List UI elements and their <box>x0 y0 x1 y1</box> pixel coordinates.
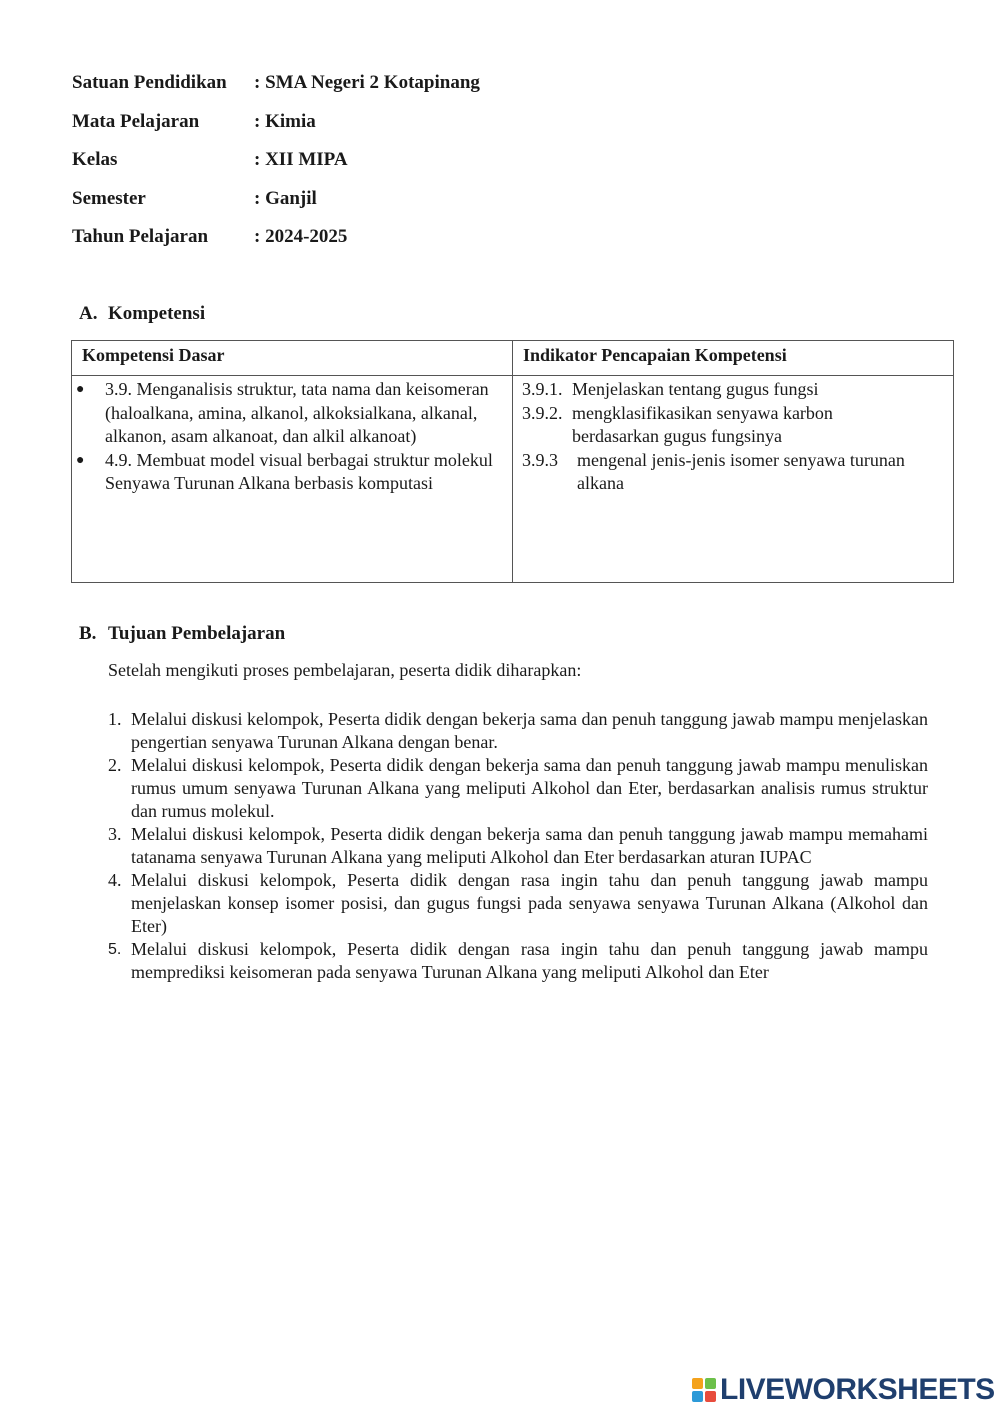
info-label: Kelas <box>72 149 118 170</box>
indikator-number: 3.9.3 <box>522 449 558 470</box>
item-text: Melalui diskusi kelompok, Peserta didik dengan bekerja sama dan penuh tanggung jawab mampu memahami tatanama senyawa Turunan Alkana yang meliputi Alkohol dan Eter berdasarkan aturan IUPAC <box>131 824 928 867</box>
item-text: Melalui diskusi kelompok, Peserta didik dengan bekerja sama dan penuh tanggung jawab mampu menuliskan rumus umum senyawa Turunan Alkana yang meliputi Alkohol dan Eter, berdasarkan analisis rumus struktur dan rumus molekul. <box>131 755 928 821</box>
liveworksheets-logo-icon <box>692 1378 716 1402</box>
list-item <box>72 449 512 496</box>
list-item <box>522 378 953 402</box>
table-header-row <box>72 341 954 376</box>
logo-square <box>692 1378 703 1389</box>
logo-square <box>692 1391 703 1402</box>
section-letter: B. <box>79 623 97 644</box>
logo-square <box>705 1391 716 1402</box>
item-text: Melalui diskusi kelompok, Peserta didik dengan bekerja sama dan penuh tanggung jawab mampu menjelaskan pengertian senyawa Turunan Alkana dengan benar. <box>131 709 928 752</box>
list-item <box>72 378 512 449</box>
indikator-number: 3.9.2. <box>522 402 563 423</box>
info-label: Mata Pelajaran <box>72 111 200 132</box>
liveworksheets-brand[interactable] <box>692 1374 995 1406</box>
brand-text: LIVEWORKSHEETS <box>720 1373 995 1406</box>
info-label: Semester <box>72 188 146 209</box>
bullet-icon: ● <box>76 382 85 397</box>
info-value: : Ganjil <box>254 188 317 209</box>
indikator-text: mengenal jenis-jenis isomer senyawa turunan alkana <box>577 449 905 493</box>
item-number: 1. <box>108 709 122 729</box>
table-row <box>72 376 954 583</box>
section-a-heading <box>79 303 205 325</box>
section-b-heading <box>79 623 285 645</box>
section-title: Tujuan Pembelajaran <box>108 623 286 644</box>
indikator-list <box>513 376 953 496</box>
tujuan-list <box>108 708 928 984</box>
table-header-kompetensi-dasar: Kompetensi Dasar <box>72 341 513 376</box>
tujuan-intro: Setelah mengikuti proses pembelajaran, peserta didik diharapkan: <box>108 660 582 680</box>
item-number: 2. <box>108 755 122 775</box>
kompetensi-dasar-cell <box>72 376 513 583</box>
indikator-number: 3.9.1. <box>522 379 563 399</box>
info-label: Tahun Pelajaran <box>72 226 209 247</box>
bullet-icon: ● <box>76 452 85 468</box>
item-number: 5. <box>108 941 122 958</box>
table-header-indikator: Indikator Pencapaian Kompetensi <box>513 341 954 376</box>
list-item <box>108 823 928 869</box>
info-value: : Kimia <box>254 111 316 132</box>
item-text: Melalui diskusi kelompok, Peserta didik dengan rasa ingin tahu dan penuh tanggung jawab mampu memprediksi keisomeran pada senyawa Turunan Alkana yang meliputi Alkohol dan Eter <box>131 939 928 982</box>
section-letter: A. <box>79 303 98 324</box>
kompetensi-table <box>71 340 954 583</box>
list-item <box>522 402 953 449</box>
info-value: : 2024-2025 <box>254 226 348 247</box>
kompetensi-text: 3.9. Menganalisis struktur, tata nama dan keisomeran (haloalkana, amina, alkanol, alkoksialkana, alkanal, alkanon, asam alkanoat, dan alkil alkanoat) <box>105 379 489 446</box>
indikator-cell <box>513 376 954 583</box>
list-item <box>108 869 928 938</box>
info-value: : SMA Negeri 2 Kotapinang <box>254 72 480 93</box>
indikator-text: mengklasifikasikan senyawa karbon berdasarkan gugus fungsinya <box>572 402 833 446</box>
item-text: Melalui diskusi kelompok, Peserta didik dengan rasa ingin tahu dan penuh tanggung jawab mampu menjelaskan konsep isomer posisi, dan gugus fungsi pada senyawa senyawa Turunan Alkana (Alkohol dan Eter) <box>131 870 928 936</box>
indikator-text: Menjelaskan tentang gugus fungsi <box>572 379 819 399</box>
list-item <box>108 938 928 984</box>
kompetensi-dasar-list <box>72 376 512 496</box>
logo-square <box>705 1378 716 1389</box>
list-item <box>108 754 928 823</box>
list-item <box>108 708 928 754</box>
info-label: Satuan Pendidikan <box>72 72 227 93</box>
section-title: Kompetensi <box>108 303 206 324</box>
info-value: : XII MIPA <box>254 149 348 170</box>
kompetensi-text: 4.9. Membuat model visual berbagai struktur molekul Senyawa Turunan Alkana berbasis komputasi <box>105 449 493 493</box>
item-number: 3. <box>108 824 122 844</box>
list-item <box>522 449 953 496</box>
item-number: 4. <box>108 870 122 890</box>
